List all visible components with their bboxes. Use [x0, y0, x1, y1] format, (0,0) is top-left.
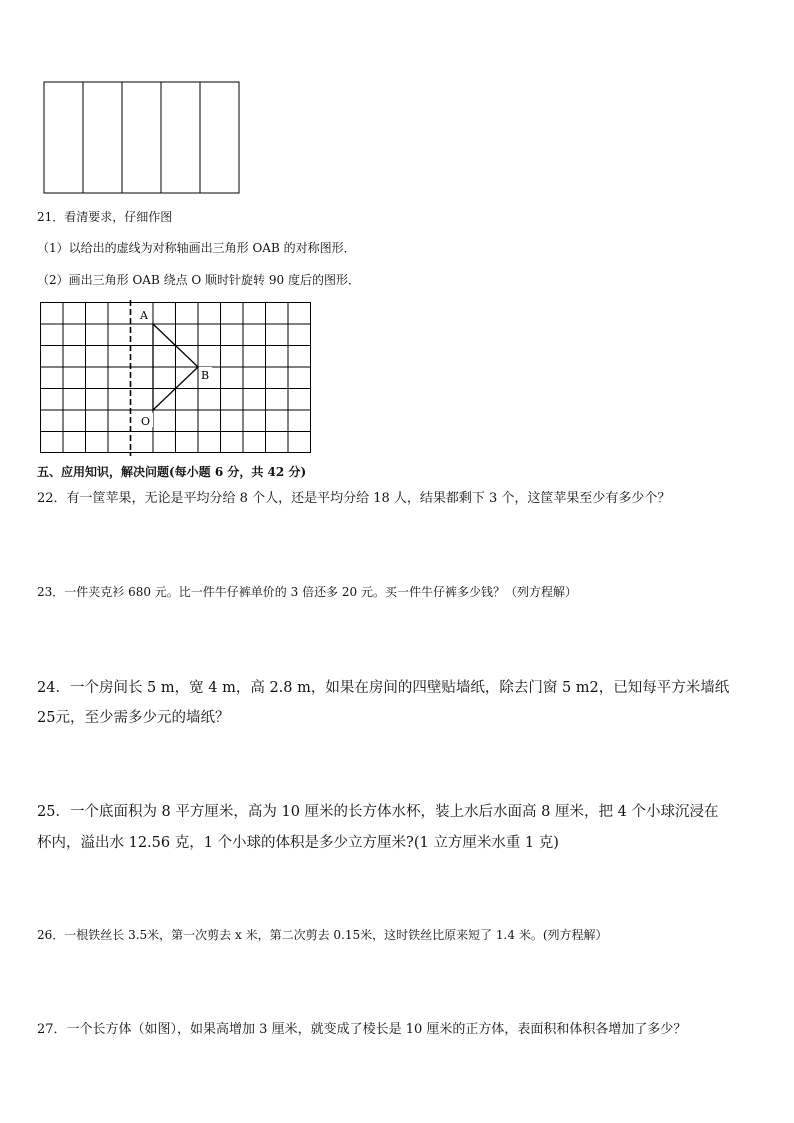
q25-line1: 25．一个底面积为 8 平方厘米，高为 10 厘米的长方体水杯，装上水后水面高 8 厘米，把 4 个小球沉浸在 [37, 804, 719, 820]
label-o: O [141, 415, 151, 428]
q26-text: 26．一根铁丝长 3.5米，第一次剪去 x 米，第二次剪去 0.15米，这时铁丝比原来短了 1.4 米。(列方程解） [37, 928, 608, 942]
strip-figure [43, 81, 241, 194]
label-a: A [140, 309, 148, 322]
section-5-heading: 五、应用知识，解决问题(每小题 6 分，共 42 分) [37, 465, 307, 479]
grid-figure [38, 300, 314, 456]
q21-sub1: （1）以给出的虚线为对称轴画出三角形 OAB 的对称图形． [37, 241, 356, 255]
label-b: B [201, 369, 210, 382]
q24-line2: 25元，至少需多少元的墙纸？ [37, 710, 230, 726]
q21-title: 21．看清要求，仔细作图 [37, 210, 173, 224]
q27-text: 27．一个长方体（如图），如果高增加 3 厘米，就变成了棱长是 10 厘米的正方体，表面积和体积各增加了多少？ [37, 1022, 687, 1037]
q25-line2: 杯内，溢出水 12.56 克，1 个小球的体积是多少立方厘米?(1 立方厘米水重 1 克) [37, 835, 559, 851]
q22-text: 22．有一筐苹果，无论是平均分给 8 个人，还是平均分给 18 人，结果都剩下 3 个，这筐苹果至少有多少个？ [37, 491, 671, 506]
q24-line1: 24．一个房间长 5 m，宽 4 m，高 2.8 m，如果在房间的四壁贴墙纸，除去门窗 5 m2，已知每平方米墙纸 [37, 680, 730, 696]
q23-text: 23．一件夹克衫 680 元。比一件牛仔裤单价的 3 倍还多 20 元。买一件牛仔裤多少钱？（列方程解） [37, 585, 577, 599]
q21-sub2: （2）画出三角形 OAB 绕点 O 顺时针旋转 90 度后的图形． [37, 273, 360, 287]
